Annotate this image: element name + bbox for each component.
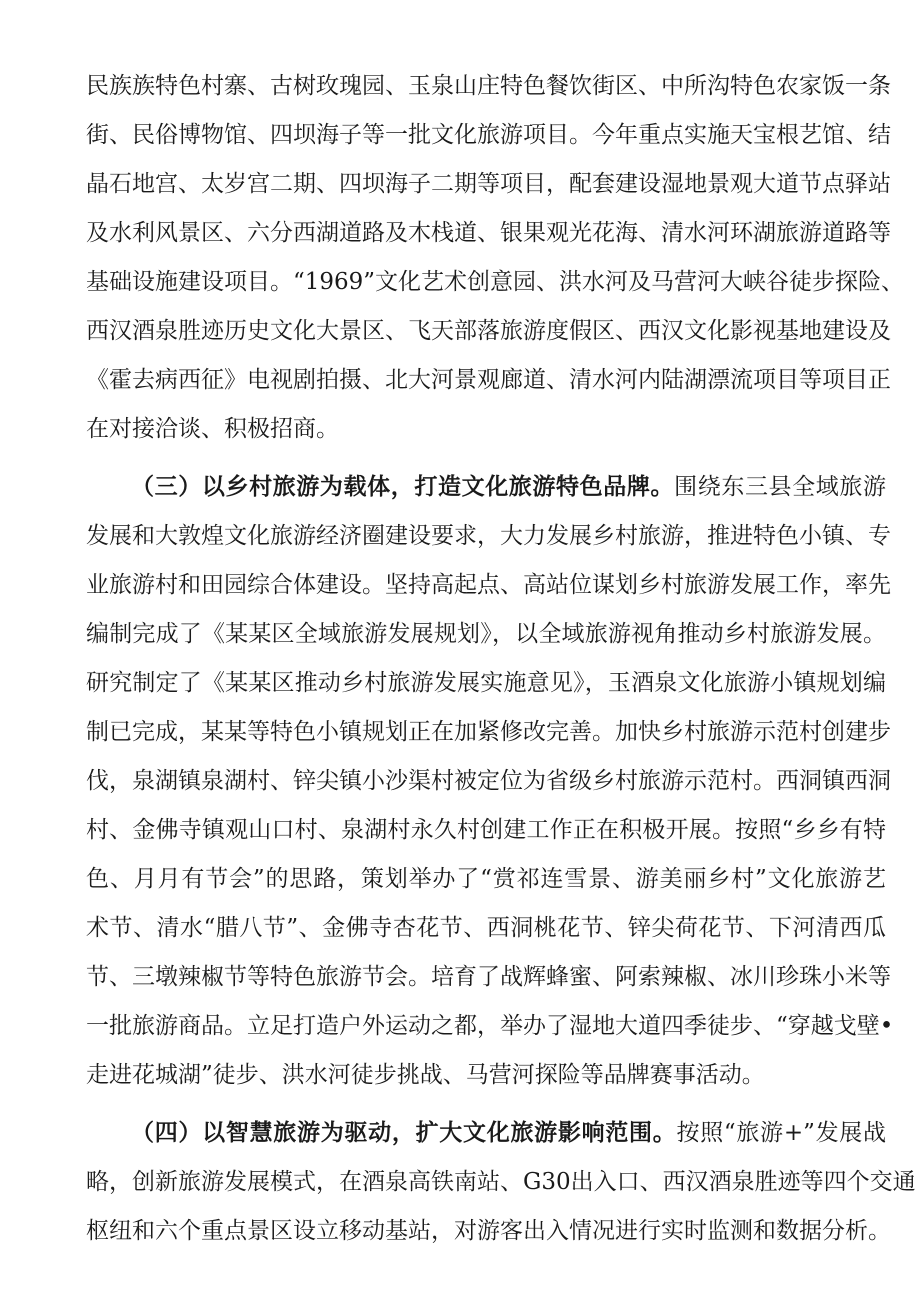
paragraph-3-line-1 — [131, 1113, 886, 1153]
paragraph-1-line-8: 在对接洽谈、积极招商。 — [86, 416, 339, 442]
paragraph-2-line-7: 伐，泉湖镇泉湖村、锌尖镇小沙渠村被定位为省级乡村旅游示范村。西洞镇西洞 — [86, 768, 891, 794]
paragraph-2-line-9: 色、月月有节会”的思路，策划举办了“赏祁连雪景、游美丽乡村”文化旅游艺 — [86, 866, 886, 892]
paragraph-2-line-12: 一批旅游商品。立足打造户外运动之都，举办了湿地大道四季徒步、“穿越戈壁• — [86, 1013, 894, 1039]
paragraph-3-intro: 按照“旅游+”发展战 — [676, 1120, 887, 1146]
section-4-heading: （四）以智慧旅游为驱动，扩大文化旅游影响范围。 — [131, 1119, 677, 1146]
paragraph-2-line-3: 业旅游村和田园综合体建设。坚持高起点、高站位谋划乡村旅游发展工作，率先 — [86, 572, 891, 598]
paragraph-2-line-6: 制已完成，某某等特色小镇规划正在加紧修改完善。加快乡村旅游示范村创建步 — [86, 719, 891, 745]
paragraph-2-line-1 — [131, 467, 886, 507]
paragraph-2-line-8: 村、金佛寺镇观山口村、泉湖村永久村创建工作正在积极开展。按照“乡乡有特 — [86, 817, 886, 843]
paragraph-1-line-5: 基础设施建设项目。“1969”文化艺术创意园、洪水河及马营河大峡谷徒步探险、 — [86, 269, 905, 295]
paragraph-1-line-6: 西汉酒泉胜迹历史文化大景区、飞天部落旅游度假区、西汉文化影视基地建设及 — [86, 318, 891, 344]
paragraph-2-line-4: 编制完成了《某某区全域旅游发展规划》，以全域旅游视角推动乡村旅游发展。 — [86, 621, 886, 647]
paragraph-2-line-5: 研究制定了《某某区推动乡村旅游发展实施意见》，玉酒泉文化旅游小镇规划编 — [86, 670, 886, 696]
paragraph-1-line-1: 民族族特色村寨、古树玫瑰园、玉泉山庄特色餐饮街区、中所沟特色农家饭一条 — [86, 73, 891, 99]
paragraph-1-line-2: 街、民俗博物馆、四坝海子等一批文化旅游项目。今年重点实施天宝根艺馆、结 — [86, 122, 891, 148]
paragraph-3-line-2: 略，创新旅游发展模式，在酒泉高铁南站、G30出入口、西汉酒泉胜迹等四个交通 — [86, 1169, 916, 1195]
paragraph-1-line-3: 晶石地宫、太岁宫二期、四坝海子二期等项目，配套建设湿地景观大道节点驿站 — [86, 171, 891, 197]
paragraph-2-intro: 围绕东三县全域旅游 — [674, 474, 887, 500]
paragraph-2-line-13: 走进花城湖”徒步、洪水河徒步挑战、马营河探险等品牌赛事活动。 — [86, 1062, 765, 1088]
paragraph-1-line-4: 及水利风景区、六分西湖道路及木栈道、银果观光花海、清水河环湖旅游道路等 — [86, 220, 891, 246]
paragraph-2-line-11: 节、三墩辣椒节等特色旅游节会。培育了战辉蜂蜜、阿索辣椒、冰川珍珠小米等 — [86, 964, 891, 990]
paragraph-1-line-7: 《霍去病西征》电视剧拍摄、北大河景观廊道、清水河内陆湖漂流项目等项目正 — [86, 367, 891, 393]
section-3-heading: （三）以乡村旅游为载体，打造文化旅游特色品牌。 — [131, 473, 675, 500]
paragraph-2-line-10: 术节、清水“腊八节”、金佛寺杏花节、西洞桃花节、锌尖荷花节、下河清西瓜 — [86, 915, 886, 941]
paragraph-3-line-3: 枢纽和六个重点景区设立移动基站，对游客出入情况进行实时监测和数据分析。 — [86, 1218, 891, 1244]
paragraph-2-line-2: 发展和大敦煌文化旅游经济圈建设要求，大力发展乡村旅游，推进特色小镇、专 — [86, 523, 891, 549]
